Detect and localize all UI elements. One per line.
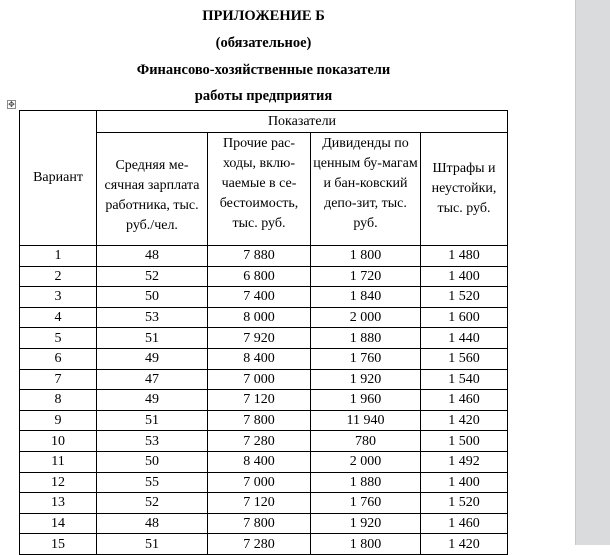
cell-dividends: 1 760 <box>311 493 421 514</box>
cell-variant: 11 <box>20 451 97 472</box>
cell-salary: 47 <box>97 369 208 390</box>
cell-other-expenses: 8 000 <box>208 307 311 328</box>
table-row <box>20 328 508 349</box>
cell-other-expenses: 7 120 <box>208 390 311 411</box>
cell-variant: 15 <box>20 534 97 555</box>
appendix-status: (обязательное) <box>215 35 312 51</box>
cell-fines: 1 460 <box>421 513 508 534</box>
table-row <box>20 472 508 493</box>
cell-dividends: 1 800 <box>311 534 421 555</box>
cell-variant: 6 <box>20 348 97 369</box>
header-average-salary: Средняя ме-сячная зарплата работника, тыс. руб./чел. <box>97 133 208 246</box>
cell-other-expenses: 7 800 <box>208 410 311 431</box>
cell-other-expenses: 7 000 <box>208 472 311 493</box>
table-row <box>20 390 508 411</box>
cell-variant: 14 <box>20 513 97 534</box>
cell-salary: 53 <box>97 431 208 452</box>
cell-dividends: 1 840 <box>311 287 421 308</box>
cell-dividends: 1 920 <box>311 513 421 534</box>
cell-dividends: 1 920 <box>311 369 421 390</box>
cell-fines: 1 420 <box>421 534 508 555</box>
cell-dividends: 11 940 <box>311 410 421 431</box>
header-dividends: Дивиденды по ценным бу-магам и бан-ковский депо-зит, тыс. руб. <box>311 133 421 246</box>
cell-fines: 1 460 <box>421 390 508 411</box>
appendix-title: ПРИЛОЖЕНИЕ Б <box>202 8 325 24</box>
header-indicators-group: Показатели <box>97 111 508 133</box>
table-row <box>20 307 508 328</box>
cell-dividends: 2 000 <box>311 451 421 472</box>
cell-other-expenses: 7 280 <box>208 534 311 555</box>
cell-fines: 1 492 <box>421 451 508 472</box>
cell-other-expenses: 7 880 <box>208 246 311 267</box>
cell-other-expenses: 7 120 <box>208 493 311 514</box>
table-body <box>20 246 508 555</box>
cell-variant: 10 <box>20 431 97 452</box>
cell-fines: 1 440 <box>421 328 508 349</box>
table-header <box>20 111 508 246</box>
cell-variant: 3 <box>20 287 97 308</box>
table-move-handle-icon[interactable]: ✥ <box>8 100 15 109</box>
cell-salary: 53 <box>97 307 208 328</box>
cell-fines: 1 400 <box>421 472 508 493</box>
cell-salary: 51 <box>97 534 208 555</box>
cell-salary: 52 <box>97 266 208 287</box>
cell-salary: 55 <box>97 472 208 493</box>
table-row <box>20 513 508 534</box>
cell-variant: 9 <box>20 410 97 431</box>
cell-salary: 52 <box>97 493 208 514</box>
cell-other-expenses: 8 400 <box>208 451 311 472</box>
cell-other-expenses: 6 800 <box>208 266 311 287</box>
cell-other-expenses: 7 000 <box>208 369 311 390</box>
cell-salary: 51 <box>97 410 208 431</box>
cell-dividends: 780 <box>311 431 421 452</box>
cell-salary: 48 <box>97 246 208 267</box>
cell-other-expenses: 8 400 <box>208 348 311 369</box>
window-background-gutter <box>576 0 610 545</box>
cell-dividends: 1 720 <box>311 266 421 287</box>
cell-variant: 13 <box>20 493 97 514</box>
header-fines: Штрафы и неустойки, тыс. руб. <box>421 133 508 246</box>
cell-salary: 49 <box>97 390 208 411</box>
table-row <box>20 431 508 452</box>
cell-fines: 1 400 <box>421 266 508 287</box>
header-variant: Вариант <box>20 111 97 246</box>
cell-dividends: 1 960 <box>311 390 421 411</box>
header-other-expenses: Прочие рас-ходы, вклю-чаемые в се-бестоимость, тыс. руб. <box>208 133 311 246</box>
cell-variant: 4 <box>20 307 97 328</box>
table-row <box>20 246 508 267</box>
cell-salary: 50 <box>97 287 208 308</box>
cell-variant: 12 <box>20 472 97 493</box>
cell-other-expenses: 7 920 <box>208 328 311 349</box>
cell-fines: 1 520 <box>421 493 508 514</box>
cell-variant: 7 <box>20 369 97 390</box>
cell-fines: 1 500 <box>421 431 508 452</box>
cell-salary: 50 <box>97 451 208 472</box>
cell-variant: 1 <box>20 246 97 267</box>
cell-dividends: 2 000 <box>311 307 421 328</box>
cell-salary: 51 <box>97 328 208 349</box>
table-row <box>20 348 508 369</box>
cell-dividends: 1 800 <box>311 246 421 267</box>
table-row <box>20 410 508 431</box>
table-row <box>20 266 508 287</box>
cell-dividends: 1 880 <box>311 328 421 349</box>
cell-dividends: 1 880 <box>311 472 421 493</box>
table-row <box>20 287 508 308</box>
cell-other-expenses: 7 800 <box>208 513 311 534</box>
table-row <box>20 369 508 390</box>
table-row <box>20 493 508 514</box>
cell-variant: 5 <box>20 328 97 349</box>
cell-dividends: 1 760 <box>311 348 421 369</box>
cell-fines: 1 540 <box>421 369 508 390</box>
financial-indicators-table <box>19 110 508 555</box>
cell-salary: 49 <box>97 348 208 369</box>
table-row <box>20 534 508 555</box>
cell-other-expenses: 7 400 <box>208 287 311 308</box>
table-caption-line-2: работы предприятия <box>194 88 333 104</box>
table-row <box>20 451 508 472</box>
cell-fines: 1 560 <box>421 348 508 369</box>
cell-fines: 1 480 <box>421 246 508 267</box>
cell-fines: 1 600 <box>421 307 508 328</box>
table-caption-line-1: Финансово-хозяйственные показатели <box>136 62 391 78</box>
cell-fines: 1 420 <box>421 410 508 431</box>
cell-variant: 2 <box>20 266 97 287</box>
cell-fines: 1 520 <box>421 287 508 308</box>
cell-salary: 48 <box>97 513 208 534</box>
cell-other-expenses: 7 280 <box>208 431 311 452</box>
cell-variant: 8 <box>20 390 97 411</box>
